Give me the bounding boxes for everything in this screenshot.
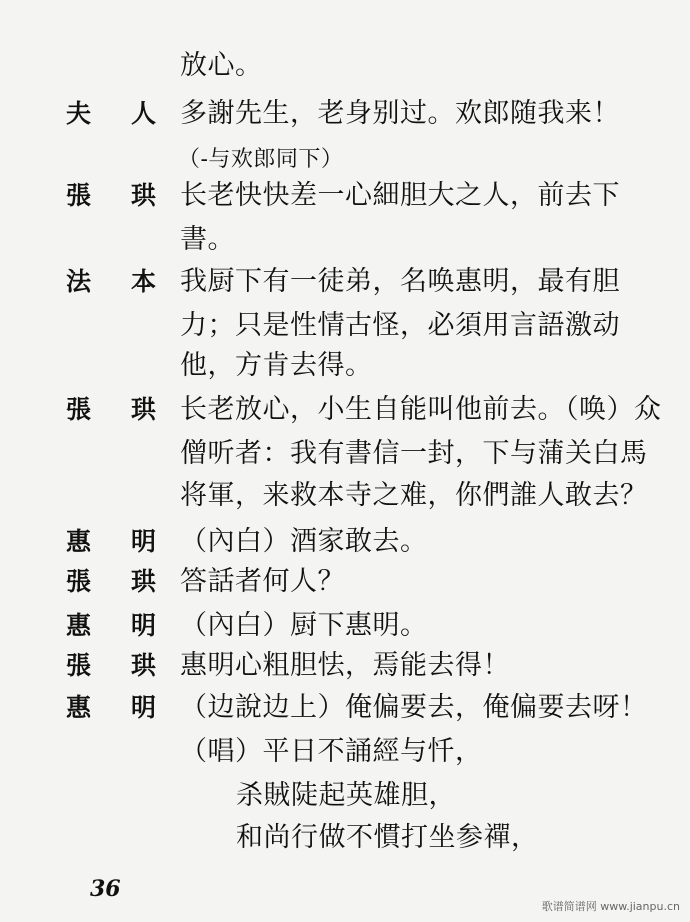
speaker-char: 張: [66, 651, 92, 680]
speaker-char: 珙: [130, 567, 156, 596]
page-number: 36: [90, 876, 121, 902]
speaker-char: 張: [66, 567, 92, 596]
dialogue-line: 将軍，来救本寺之难，你們誰人敢去？: [180, 480, 648, 511]
speaker-label: [66, 692, 156, 724]
speaker-label: [66, 650, 156, 682]
dialogue-line: 放心。: [180, 50, 263, 81]
verse-line: 和尚行做不慣打坐参禪，: [236, 822, 539, 853]
verse-line: 杀賊陡起英雄胆，: [236, 780, 456, 811]
speaker-char: 珙: [130, 651, 156, 680]
dialogue-line: 我厨下有一徒弟，名唤惠明，最有胆: [180, 266, 620, 297]
speaker-label: [66, 180, 156, 212]
speaker-label: [66, 526, 156, 558]
speaker-char: 惠: [66, 693, 92, 722]
dialogue-line: （內白）酒家敢去。: [180, 526, 428, 557]
dialogue-line: （內白）厨下惠明。: [180, 610, 428, 641]
speaker-char: 法: [66, 267, 92, 296]
dialogue-line: 書。: [180, 224, 235, 255]
speaker-label: [66, 394, 156, 426]
verse-line: （唱）平日不誦經与忏，: [180, 736, 483, 767]
dialogue-line: 长老快快差一心細胆大之人，前去下: [180, 180, 620, 211]
dialogue-line: （边說边上）俺偏要去，俺偏要去呀！: [180, 692, 648, 723]
speaker-char: 張: [66, 181, 92, 210]
speaker-char: 珙: [130, 181, 156, 210]
dialogue-line: 多謝先生，老身别过。欢郎随我来！: [180, 98, 620, 129]
speaker-char: 本: [130, 267, 156, 296]
dialogue-line: 力；只是性情古怪，必須用言語激动: [180, 310, 620, 341]
dialogue-line: 僧听者：我有書信一封，下与蒲关白馬: [180, 438, 648, 469]
speaker-char: 人: [130, 99, 156, 128]
watermark-text: 歌谱简谱网 www.jianpu.cn: [541, 900, 680, 913]
speaker-char: 惠: [66, 611, 92, 640]
speaker-char: 珙: [130, 395, 156, 424]
speaker-char: 明: [130, 527, 156, 556]
dialogue-line: 惠明心粗胆怯，焉能去得！: [180, 650, 510, 681]
speaker-char: 夫: [66, 99, 92, 128]
speaker-char: 張: [66, 395, 92, 424]
speaker-char: 明: [130, 693, 156, 722]
dialogue-line: 答話者何人？: [180, 566, 345, 597]
speaker-char: 明: [130, 611, 156, 640]
dialogue-line: 他，方肯去得。: [180, 350, 373, 381]
speaker-label: [66, 266, 156, 298]
speaker-label: [66, 566, 156, 598]
dialogue-line: 长老放心，小生自能叫他前去。（唤）众: [180, 394, 662, 425]
speaker-label: [66, 610, 156, 642]
speaker-char: 惠: [66, 527, 92, 556]
stage-direction: （-与欢郎同下）: [178, 147, 344, 172]
speaker-label: [66, 98, 156, 130]
